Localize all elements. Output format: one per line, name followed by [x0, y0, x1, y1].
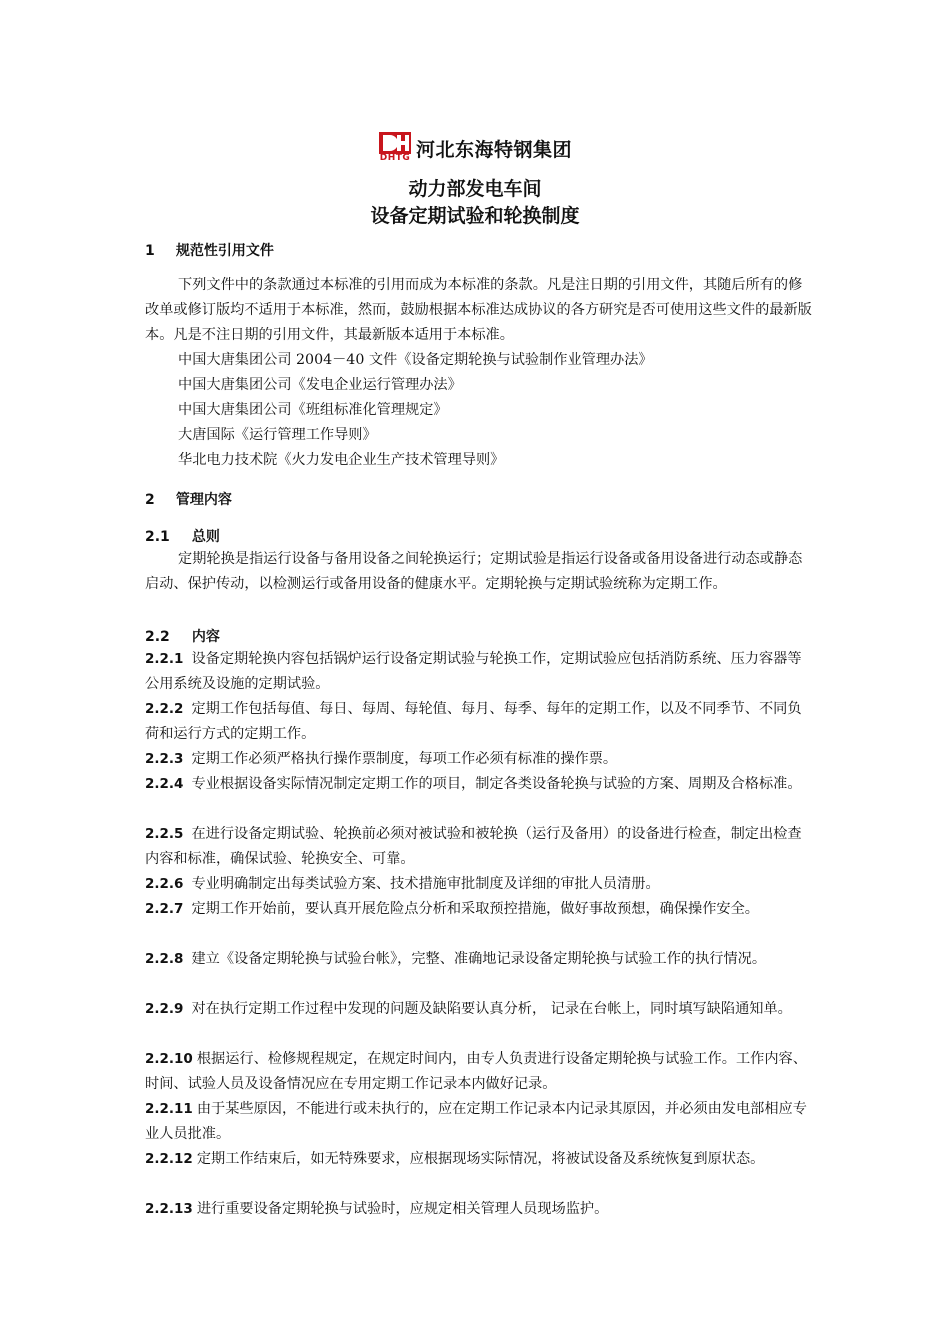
clause-item	[145, 997, 813, 1022]
clause-text: 根据运行、检修规程规定，在规定时间内，由专人负责进行设备定期轮换与试验工作。工作内容、时间、试验人员及设备情况应在专用定期工作记录本内做好记录。	[145, 1051, 807, 1092]
company-header	[0, 128, 950, 168]
clause-number: 2.2.12	[145, 1151, 193, 1167]
clause-number: 2.2.1	[145, 651, 184, 667]
clause-text: 由于某些原因，不能进行或未执行的，应在定期工作记录本内记录其原因，并必须由发电部相应专业人员批准。	[145, 1101, 807, 1142]
clause-text: 专业根据设备实际情况制定定期工作的项目，制定各类设备轮换与试验的方案、周期及合格标准。	[191, 776, 802, 792]
clause-item	[145, 1197, 813, 1222]
doc-title-line2: 设备定期试验和轮换制度	[370, 205, 580, 227]
clause-text: 专业明确制定出每类试验方案、技术措施审批制度及详细的审批人员清册。	[191, 876, 660, 892]
clause-text: 建立《设备定期轮换与试验台帐》，完整、准确地记录设备定期轮换与试验工作的执行情况。	[191, 951, 767, 967]
clause-number: 2.2.5	[145, 826, 184, 842]
logo-text: DHTG	[379, 153, 411, 163]
clause-number: 2.2.8	[145, 951, 184, 967]
clause-text: 在进行设备定期试验、轮换前必须对被试验和被轮换（运行及备用）的设备进行检查，制定出检查内容和标准，确保试验、轮换安全、可靠。	[145, 826, 802, 867]
company-logo	[378, 132, 412, 164]
clause-number: 2.2.2	[145, 701, 184, 717]
section-number: 2.2	[145, 629, 170, 645]
section-1-paragraph: 下列文件中的条款通过本标准的引用而成为本标准的条款。凡是注日期的引用文件，其随后所有的修改单或修订版均不适用于本标准，然而，鼓励根据本标准达成协议的各方研究是否可使用这些文件的最新版本。凡是不注日期的引用文件，其最新版本适用于本标准。	[145, 277, 812, 343]
clause-item	[145, 697, 813, 747]
section-number: 1	[145, 243, 155, 259]
clause-number: 2.2.4	[145, 776, 184, 792]
clause-text: 定期工作结束后，如无特殊要求，应根据现场实际情况，将被试设备及系统恢复到原状态。	[196, 1151, 765, 1167]
clause-number: 2.2.10	[145, 1051, 193, 1067]
section-title: 规范性引用文件	[175, 243, 274, 259]
section-2-2-heading	[145, 626, 220, 646]
reference-item: 中国大唐集团公司《发电企业运行管理办法》	[178, 377, 462, 393]
clause-item	[145, 1097, 813, 1147]
section-2-heading	[145, 489, 232, 509]
clause-item	[145, 872, 813, 897]
clause-number: 2.2.13	[145, 1201, 193, 1217]
clause-text: 定期工作必须严格执行操作票制度，每项工作必须有标准的操作票。	[191, 751, 618, 767]
clause-text: 对在执行定期工作过程中发现的问题及缺陷要认真分析， 记录在台帐上，同时填写缺陷通知单。	[191, 1001, 792, 1017]
clause-number: 2.2.7	[145, 901, 184, 917]
reference-item: 华北电力技术院《火力发电企业生产技术管理导则》	[178, 452, 505, 468]
reference-item: 大唐国际《运行管理工作导则》	[178, 427, 377, 443]
clause-text: 定期工作开始前，要认真开展危险点分析和采取预控措施，做好事故预想，确保操作安全。	[191, 901, 759, 917]
section-2-1-heading	[145, 526, 220, 546]
clause-number: 2.2.3	[145, 751, 184, 767]
section-title: 管理内容	[175, 492, 232, 508]
clause-number: 2.2.6	[145, 876, 184, 892]
clause-item	[145, 1147, 813, 1172]
section-title: 内容	[191, 629, 220, 645]
clause-item	[145, 747, 813, 772]
clause-item	[145, 822, 813, 872]
section-title: 总则	[191, 529, 220, 545]
clause-item	[145, 897, 813, 922]
company-name: 河北东海特钢集团	[415, 138, 572, 161]
doc-title-line1: 动力部发电车间	[408, 178, 542, 200]
clause-item	[145, 647, 813, 697]
clause-text: 进行重要设备定期轮换与试验时，应规定相关管理人员现场监护。	[196, 1201, 609, 1217]
reference-item: 中国大唐集团公司《班组标准化管理规定》	[178, 402, 448, 418]
clause-text: 设备定期轮换内容包括锅炉运行设备定期试验与轮换工作，定期试验应包括消防系统、压力容器等公用系统及设施的定期试验。	[145, 651, 802, 692]
section-1-heading	[145, 240, 274, 260]
clause-number: 2.2.11	[145, 1101, 193, 1117]
clause-item	[145, 772, 813, 797]
section-2-1-paragraph: 定期轮换是指运行设备与备用设备之间轮换运行；定期试验是指运行设备或备用设备进行动态或静态启动、保护传动，以检测运行或备用设备的健康水平。定期轮换与定期试验统称为定期工作。	[145, 551, 803, 592]
reference-item: 中国大唐集团公司 2004－40 文件《设备定期轮换与试验制作业管理办法》	[178, 352, 653, 368]
section-number: 2	[145, 492, 155, 508]
clause-number: 2.2.9	[145, 1001, 184, 1017]
section-number: 2.1	[145, 529, 170, 545]
clause-item	[145, 1047, 813, 1097]
clause-item	[145, 947, 813, 972]
clause-text: 定期工作包括每值、每日、每周、每轮值、每月、每季、每年的定期工作，以及不同季节、不同负荷和运行方式的定期工作。	[145, 701, 802, 742]
